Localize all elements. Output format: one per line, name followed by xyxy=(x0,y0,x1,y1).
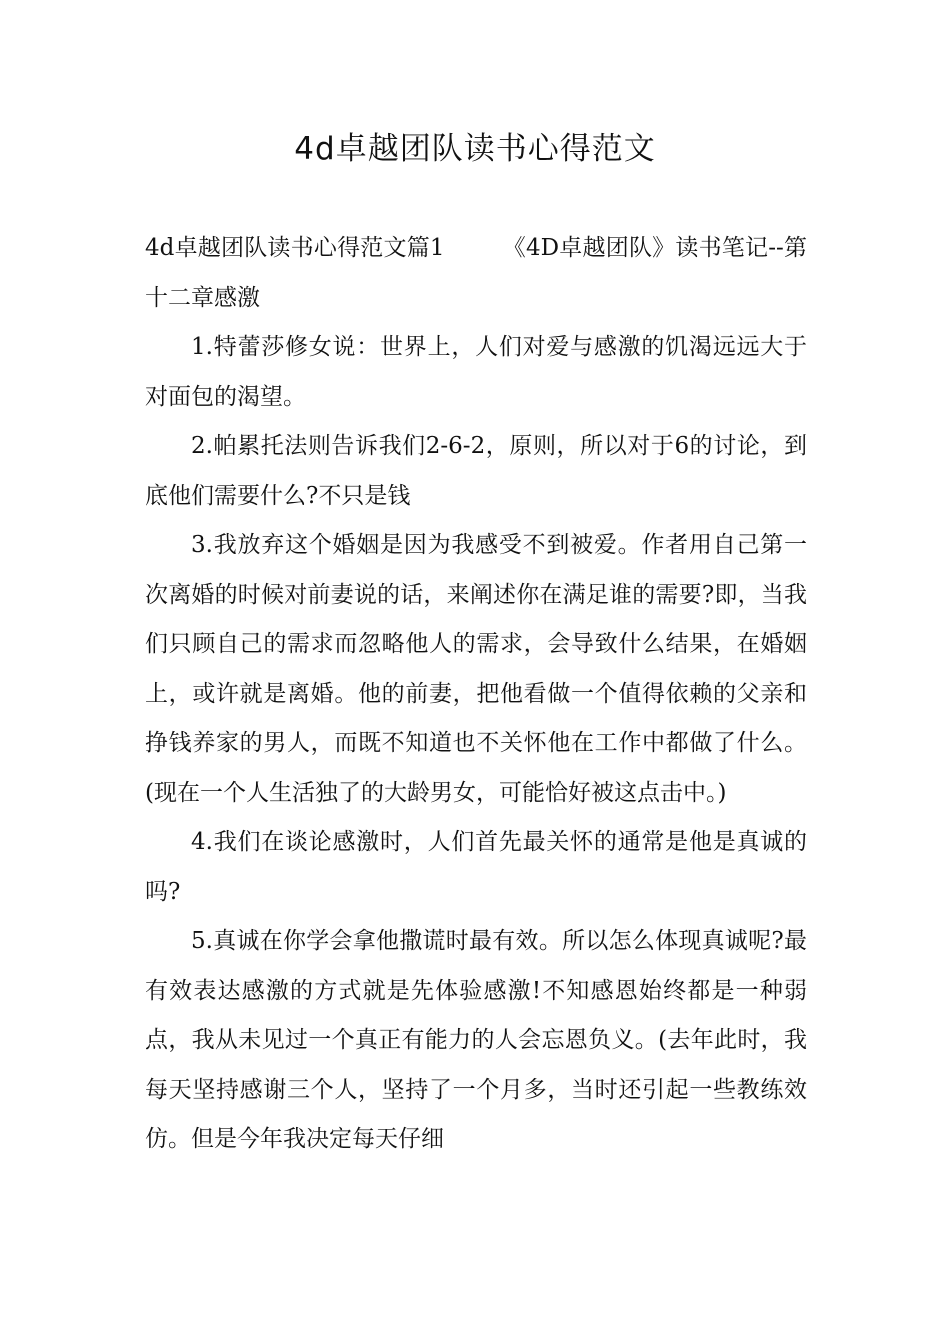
section-heading-left: 4d卓越团队读书心得范文篇1 xyxy=(145,235,445,261)
paragraph-5: 5.真诚在你学会拿他撒谎时最有效。所以怎么体现真诚呢?最有效表达感激的方式就是先体验感激!不知感恩始终都是一种弱点，我从未见过一个真正有能力的人会忘恩负义。(去年此时，我每天坚持感谢三个人，坚持了一个月多，当时还引起一些教练效仿。但是今年我决定每天仔细 xyxy=(145,928,807,1152)
document-title: 4d卓越团队读书心得范文 xyxy=(294,131,656,167)
paragraph-1: 1.特蕾莎修女说：世界上，人们对爱与感激的饥渴远远大于对面包的渴望。 xyxy=(145,334,807,410)
section-heading-right: 《4D卓越团队》读书笔记--第十二章感激 xyxy=(145,235,807,311)
paragraph-2: 2.帕累托法则告诉我们2-6-2，原则，所以对于6的讨论，到底他们需要什么?不只是钱 xyxy=(145,433,807,509)
section-heading xyxy=(145,224,807,323)
paragraph-4: 4.我们在谈论感激时，人们首先最关怀的通常是他是真诚的吗? xyxy=(145,829,807,905)
paragraph-3: 3.我放弃这个婚姻是因为我感受不到被爱。作者用自己第一次离婚的时候对前妻说的话，来阐述你在满足谁的需要?即，当我们只顾自己的需求而忽略他人的需求，会导致什么结果，在婚姻上，或许就是离婚。他的前妻，把他看做一个值得依赖的父亲和挣钱养家的男人，而既不知道也不关怀他在工作中都做了什么。(现在一个人生活独了的大龄男女，可能恰好被这点击中。) xyxy=(145,532,807,806)
document-body xyxy=(145,224,807,1165)
